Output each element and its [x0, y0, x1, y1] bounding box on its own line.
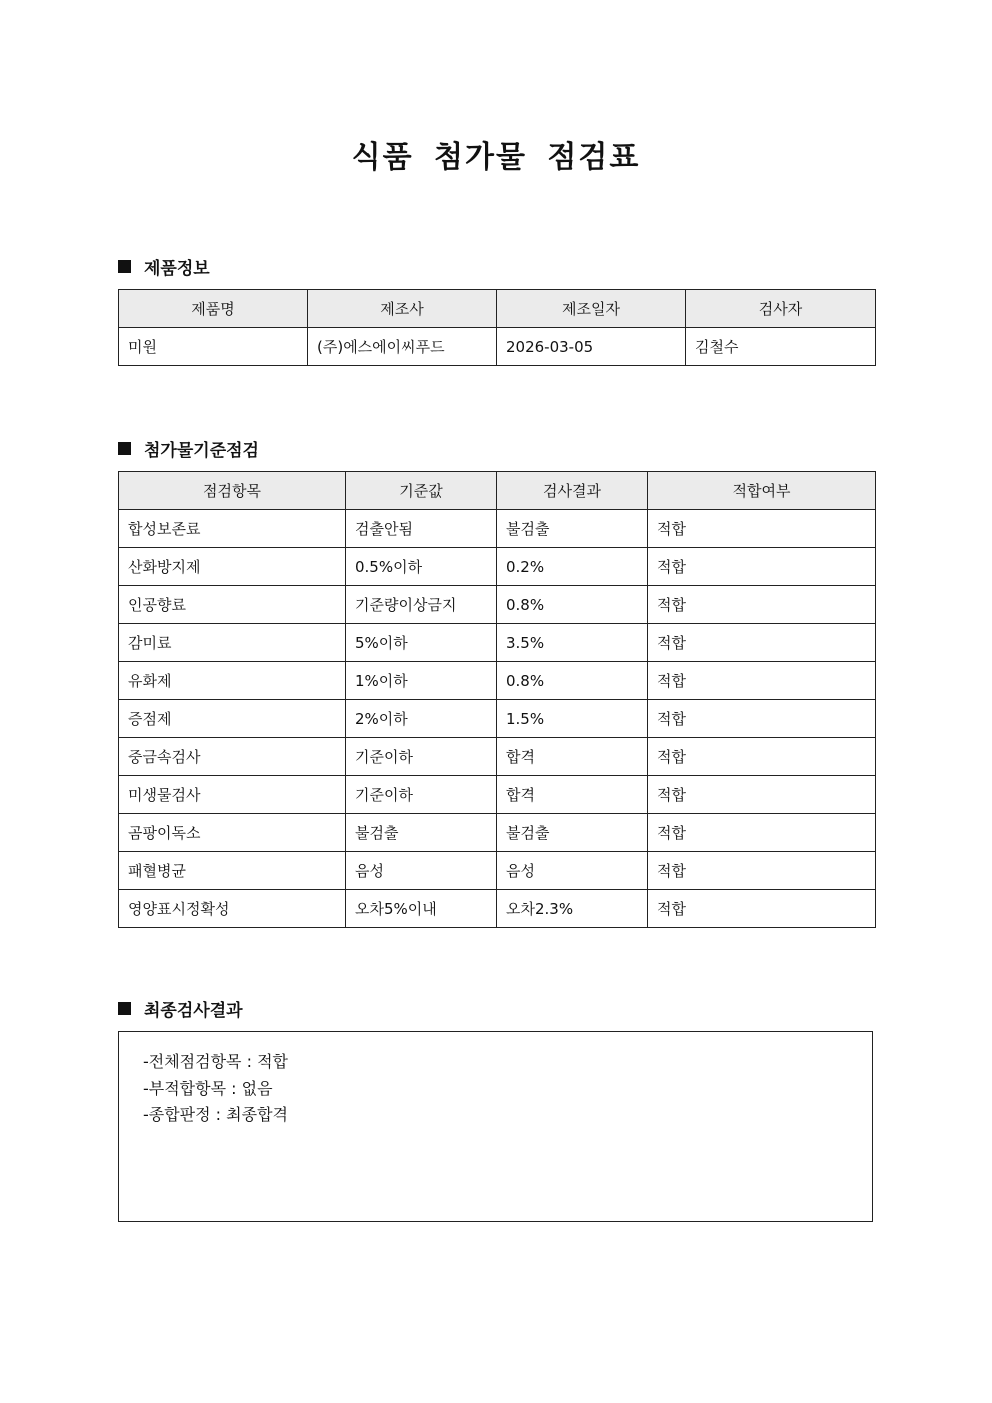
result-cell: 불검출: [497, 814, 648, 852]
section-heading-label: 제품정보: [144, 259, 210, 279]
item-cell: 인공향료: [119, 586, 346, 624]
table-row: [119, 510, 876, 548]
item-cell: 중금속검사: [119, 738, 346, 776]
square-bullet-icon: [118, 442, 131, 455]
result-cell: 0.8%: [497, 586, 648, 624]
table-row: [119, 624, 876, 662]
header-cell: 점검항목: [119, 472, 346, 510]
header-cell: 검사자: [686, 290, 876, 328]
conformity-cell: 적합: [648, 890, 876, 928]
standard-cell: 0.5%이하: [346, 548, 497, 586]
product-name-cell: 미원: [119, 328, 308, 366]
section-heading-additive-check: [118, 436, 259, 461]
standard-cell: 2%이하: [346, 700, 497, 738]
item-cell: 감미료: [119, 624, 346, 662]
result-cell: 불검출: [497, 510, 648, 548]
standard-cell: 기준이하: [346, 738, 497, 776]
conformity-cell: 적합: [648, 814, 876, 852]
result-cell: 오차2.3%: [497, 890, 648, 928]
table-row: [119, 586, 876, 624]
conformity-cell: 적합: [648, 700, 876, 738]
result-cell: 합격: [497, 776, 648, 814]
table-row: [119, 890, 876, 928]
conformity-cell: 적합: [648, 548, 876, 586]
result-line: -전체점검항목 : 적합: [143, 1052, 288, 1071]
result-cell: 0.8%: [497, 662, 648, 700]
conformity-cell: 적합: [648, 510, 876, 548]
item-cell: 산화방지제: [119, 548, 346, 586]
standard-cell: 1%이하: [346, 662, 497, 700]
item-cell: 영양표시정확성: [119, 890, 346, 928]
section-heading-final-result: [118, 996, 243, 1021]
table-row: [119, 700, 876, 738]
table-row: [119, 548, 876, 586]
result-cell: 0.2%: [497, 548, 648, 586]
table-header-row: [119, 290, 876, 328]
standard-cell: 5%이하: [346, 624, 497, 662]
section-heading-label: 첨가물기준점검: [144, 441, 259, 461]
table-row: [119, 852, 876, 890]
section-heading-label: 최종검사결과: [144, 1001, 243, 1021]
conformity-cell: 적합: [648, 586, 876, 624]
conformity-cell: 적합: [648, 624, 876, 662]
header-cell: 제조일자: [497, 290, 686, 328]
table-row: [119, 776, 876, 814]
item-cell: 유화제: [119, 662, 346, 700]
table-row: [119, 662, 876, 700]
page-title: 식품 첨가물 점검표: [351, 140, 641, 175]
standard-cell: 기준이하: [346, 776, 497, 814]
result-cell: 합격: [497, 738, 648, 776]
result-cell: 3.5%: [497, 624, 648, 662]
square-bullet-icon: [118, 1002, 131, 1015]
manufacture-date-cell: 2026-03-05: [497, 328, 686, 366]
standard-cell: 불검출: [346, 814, 497, 852]
table-header-row: [119, 472, 876, 510]
result-cell: 음성: [497, 852, 648, 890]
item-cell: 미생물검사: [119, 776, 346, 814]
header-cell: 검사결과: [497, 472, 648, 510]
item-cell: 곰팡이독소: [119, 814, 346, 852]
manufacturer-cell: (주)에스에이씨푸드: [308, 328, 497, 366]
square-bullet-icon: [118, 260, 131, 273]
header-cell: 기준값: [346, 472, 497, 510]
additive-inspection-table: [118, 471, 876, 928]
conformity-cell: 적합: [648, 852, 876, 890]
conformity-cell: 적합: [648, 738, 876, 776]
product-info-table: [118, 289, 876, 366]
section-heading-product-info: [118, 254, 210, 279]
table-row: [119, 738, 876, 776]
item-cell: 패혈병균: [119, 852, 346, 890]
table-row: [119, 814, 876, 852]
header-cell: 제조사: [308, 290, 497, 328]
conformity-cell: 적합: [648, 776, 876, 814]
result-cell: 1.5%: [497, 700, 648, 738]
table-row: [119, 328, 876, 366]
inspector-cell: 김철수: [686, 328, 876, 366]
standard-cell: 음성: [346, 852, 497, 890]
standard-cell: 검출안됨: [346, 510, 497, 548]
standard-cell: 오차5%이내: [346, 890, 497, 928]
result-line: -종합판정 : 최종합격: [143, 1105, 288, 1124]
header-cell: 적합여부: [648, 472, 876, 510]
result-line: -부적합항목 : 없음: [143, 1078, 273, 1098]
item-cell: 합성보존료: [119, 510, 346, 548]
item-cell: 증점제: [119, 700, 346, 738]
standard-cell: 기준량이상금지: [346, 586, 497, 624]
header-cell: 제품명: [119, 290, 308, 328]
conformity-cell: 적합: [648, 662, 876, 700]
final-result-box: [118, 1031, 873, 1222]
